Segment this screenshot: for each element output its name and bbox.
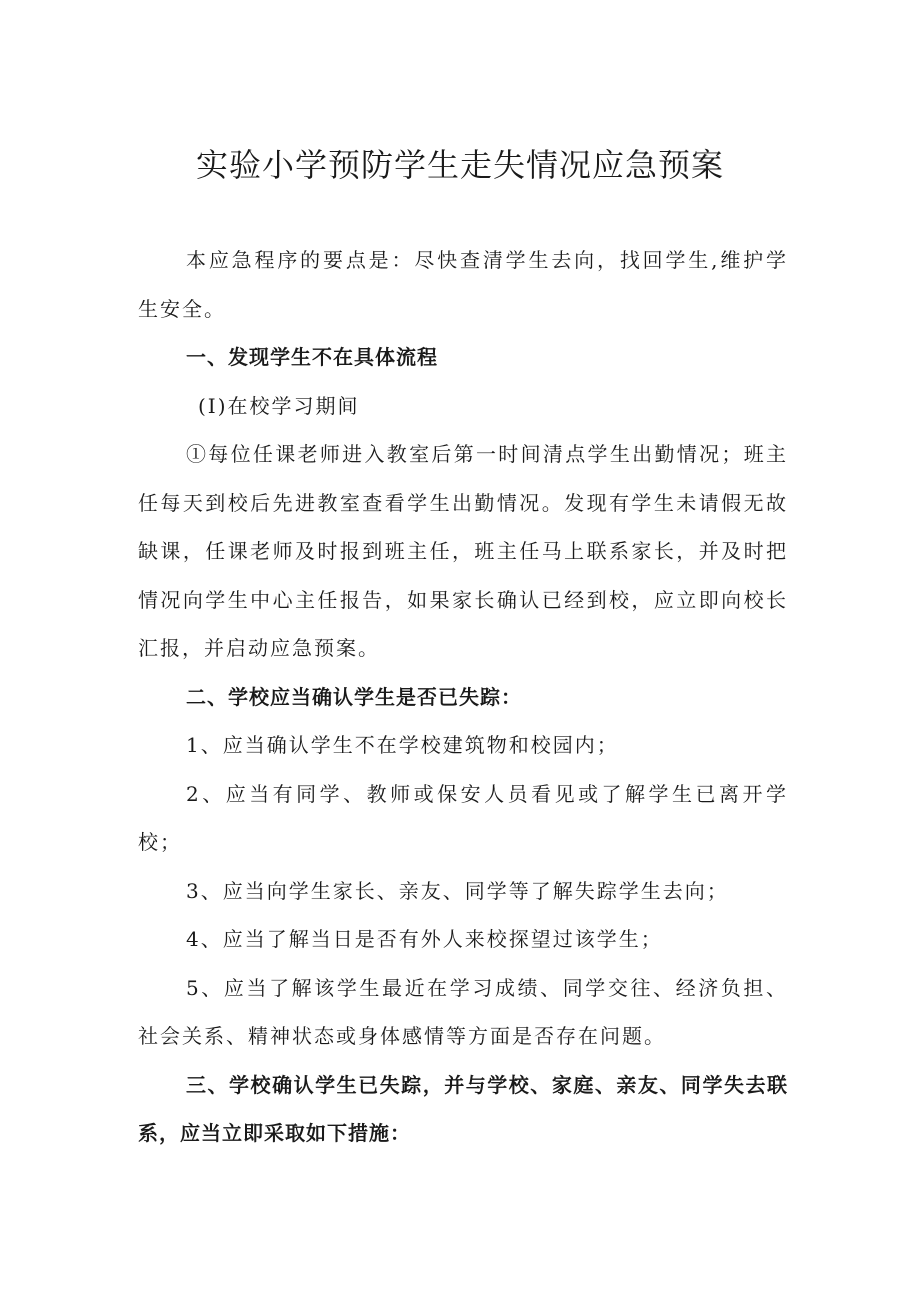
subsection-heading: (I)在校学习期间: [198, 393, 360, 418]
list-item-4: 4、应当了解当日是否有外人来校探望过该学生；: [186, 927, 663, 951]
list-item-2: 2、应当有同学、教师或保安人员看见或了解学生已离开学校；: [138, 781, 788, 854]
section-heading-3: 三、学校确认学生已失踪，并与学校、家庭、亲友、同学失去联系，应当立即采取如下措施：: [138, 1072, 788, 1145]
document-body: [138, 236, 788, 1158]
procedure-paragraph: ①每位任课老师进入教室后第一时间清点学生出勤情况；班主任每天到校后先进教室查看学生出勤情况。发现有学生未请假无故缺课，任课老师及时报到班主任，班主任马上联系家长，并及时把情况向学生中心主任报告，如果家长确认已经到校，应立即向校长汇报，并启动应急预案。: [138, 442, 788, 660]
intro-paragraph: 本应急程序的要点是：尽快查清学生去向，找回学生,维护学生安全。: [138, 248, 788, 321]
list-item-5: 5、应当了解该学生最近在学习成绩、同学交往、经济负担、社会关系、精神状态或身体感情等方面是否存在问题。: [138, 975, 788, 1048]
list-item-3: 3、应当向学生家长、亲友、同学等了解失踪学生去向；: [186, 878, 729, 903]
section-heading-2: 二、学校应当确认学生是否已失踪：: [186, 684, 522, 709]
list-item-1: 1、应当确认学生不在学校建筑物和校园内；: [186, 733, 619, 757]
section-heading-1: 一、发现学生不在具体流程: [186, 345, 438, 369]
document-title: 实验小学预防学生走失情况应急预案: [195, 146, 724, 184]
